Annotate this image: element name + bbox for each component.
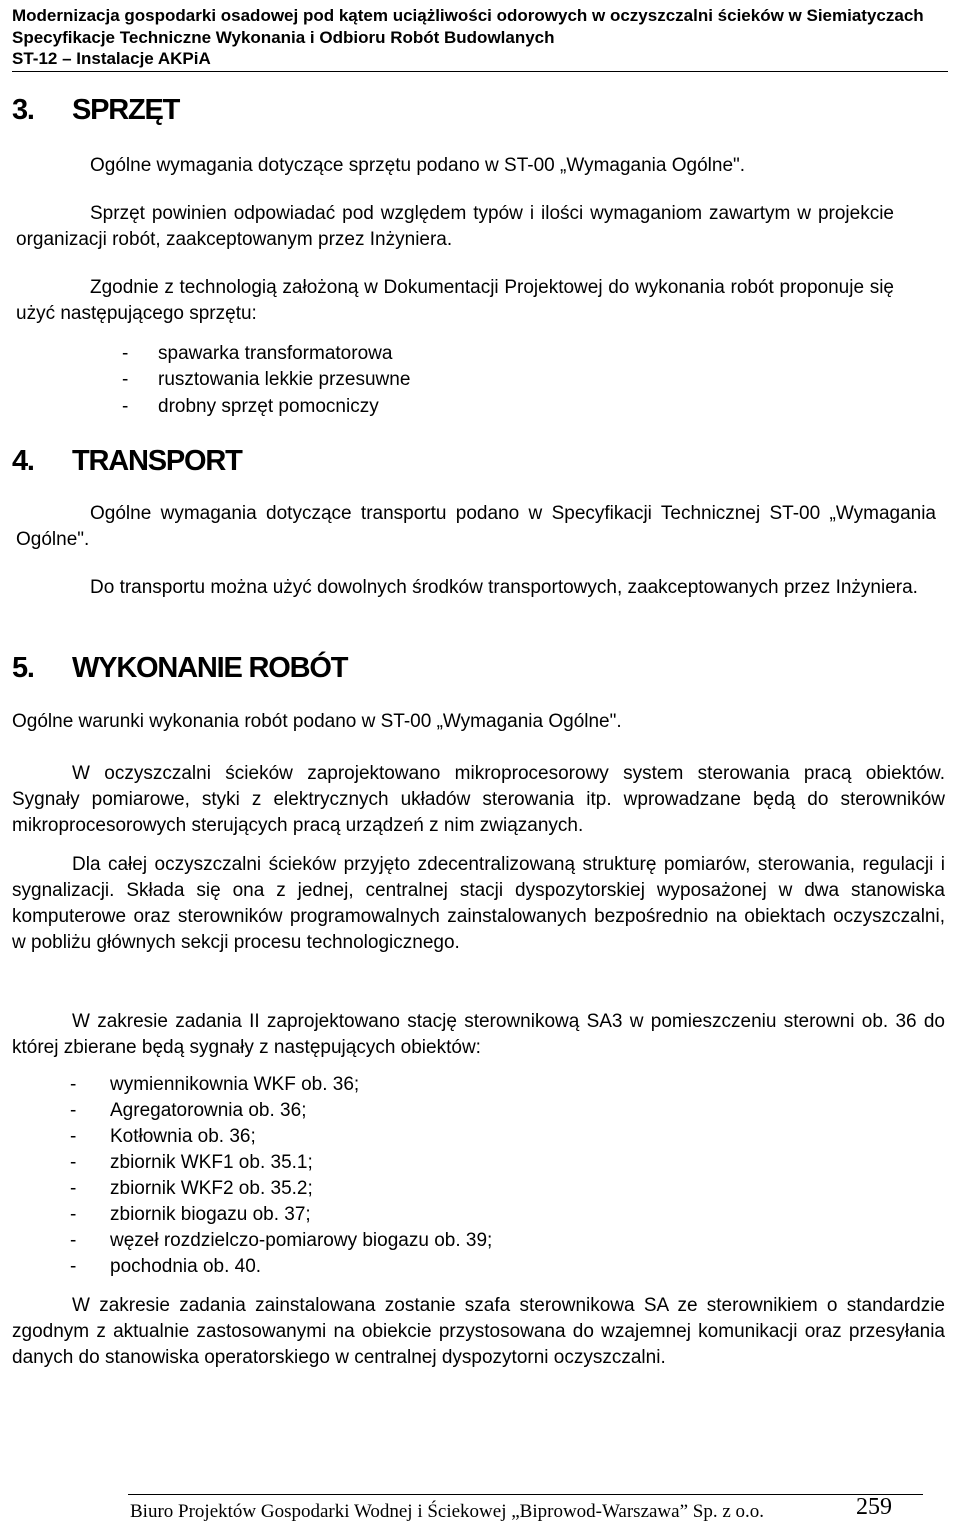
section-5-paragraph-3: Dla całej oczyszczalni ścieków przyjęto zdecentralizowaną strukturę pomiarów, sterowania, regulacji i sygnalizacji. Składa się ona z jednej, centralnej stacji dyspozytorskiej wyposażonej w dwa stanowiska komputerowe oraz sterowników programowalnych zainstalowanych bezpośrednio na obiektach oczyszczalni, w pobliżu głównych sekcji procesu technologicznego. [12, 854, 945, 953]
header-spec-code: ST-12 – Instalacje AKPiA [12, 49, 211, 68]
section-5-paragraph-4: W zakresie zadania II zaprojektowano stację sterownikową SA3 w pomieszczeniu sterowni ob. 36 do której zbierane będą sygnały z następujących obiektów: [12, 1011, 945, 1058]
section-5-heading [12, 651, 347, 685]
section-5-paragraph-5: W zakresie zadania zainstalowana zostanie szafa sterownikowa SA ze sterownikiem o standardzie zgodnym z aktualnie zastosowanymi na obiekcie przystosowana do wzajemnej komunikacji oraz przesyłania danych do stanowiska operatorskiego w centralnej dyspozytorni oczyszczalni. [12, 1295, 945, 1368]
section-5-paragraph-1: Ogólne warunki wykonania robót podano w ST-00 „Wymagania Ogólne". [12, 711, 622, 732]
section-3-paragraph-2: Sprzęt powinien odpowiadać pod względem typów i ilości wymaganiom zawartym w projekcie organizacji robót, zaakceptowanym przez Inżyniera. [16, 203, 894, 250]
section-4-paragraph-1: Ogólne wymagania dotyczące transportu podano w Specyfikacji Technicznej ST-00 „Wymagania Ogólne". [16, 503, 936, 550]
header-rule [12, 71, 948, 72]
section-4-number: 4. [12, 445, 34, 477]
list-item: - Kotłownia ob. 36; [70, 1126, 256, 1147]
page-number: 259 [856, 1494, 892, 1520]
list-item: - Agregatorownia ob. 36; [70, 1100, 307, 1121]
section-5-title: WYKONANIE ROBÓT [72, 652, 348, 684]
list-item: - spawarka transformatorowa [122, 343, 393, 364]
list-item: - wymiennikownia WKF ob. 36; [70, 1074, 360, 1095]
section-3-heading [12, 93, 179, 127]
section-3-number: 3. [12, 94, 34, 126]
list-item: - drobny sprzęt pomocniczy [122, 396, 379, 417]
section-4-paragraph-2: Do transportu można użyć dowolnych środków transportowych, zaakceptowanych przez Inżyniera. [90, 577, 918, 598]
header-project-title: Modernizacja gospodarki osadowej pod kątem uciążliwości odorowych w oczyszczalni ścieków w Siemiatyczach [12, 6, 924, 25]
page-footer [130, 1494, 920, 1528]
list-item: - rusztowania lekkie przesuwne [122, 369, 411, 390]
section-4-title: TRANSPORT [72, 445, 242, 477]
header-spec-title: Specyfikacje Techniczne Wykonania i Odbioru Robót Budowlanych [12, 28, 555, 47]
section-3-paragraph-3: Zgodnie z technologią założoną w Dokumentacji Projektowej do wykonania robót proponuje się użyć następującego sprzętu: [16, 277, 894, 324]
section-5-number: 5. [12, 652, 34, 684]
list-item: - węzeł rozdzielczo-pomiarowy biogazu ob. 39; [70, 1230, 493, 1251]
list-item: - zbiornik WKF1 ob. 35.1; [70, 1152, 313, 1173]
list-item: - zbiornik WKF2 ob. 35.2; [70, 1178, 313, 1199]
list-item: - zbiornik biogazu ob. 37; [70, 1204, 311, 1225]
section-4-heading [12, 444, 242, 478]
section-5-paragraph-2: W oczyszczalni ścieków zaprojektowano mikroprocesorowy system sterowania pracą obiektów. Sygnały pomiarowe, styki z elektrycznych układów sterowania itp. wprowadzane będą do sterowników mikroprocesorowych sterujących pracą urządzeń z nim związanych. [12, 763, 945, 836]
footer-company: Biuro Projektów Gospodarki Wodnej i Ściekowej „Biprowod-Warszawa” Sp. z o.o. [130, 1501, 765, 1522]
list-item: - pochodnia ob. 40. [70, 1256, 262, 1277]
footer-rule [128, 1494, 923, 1495]
section-3-title: SPRZĘT [72, 94, 180, 126]
section-3-paragraph-1: Ogólne wymagania dotyczące sprzętu podano w ST-00 „Wymagania Ogólne". [90, 155, 746, 176]
